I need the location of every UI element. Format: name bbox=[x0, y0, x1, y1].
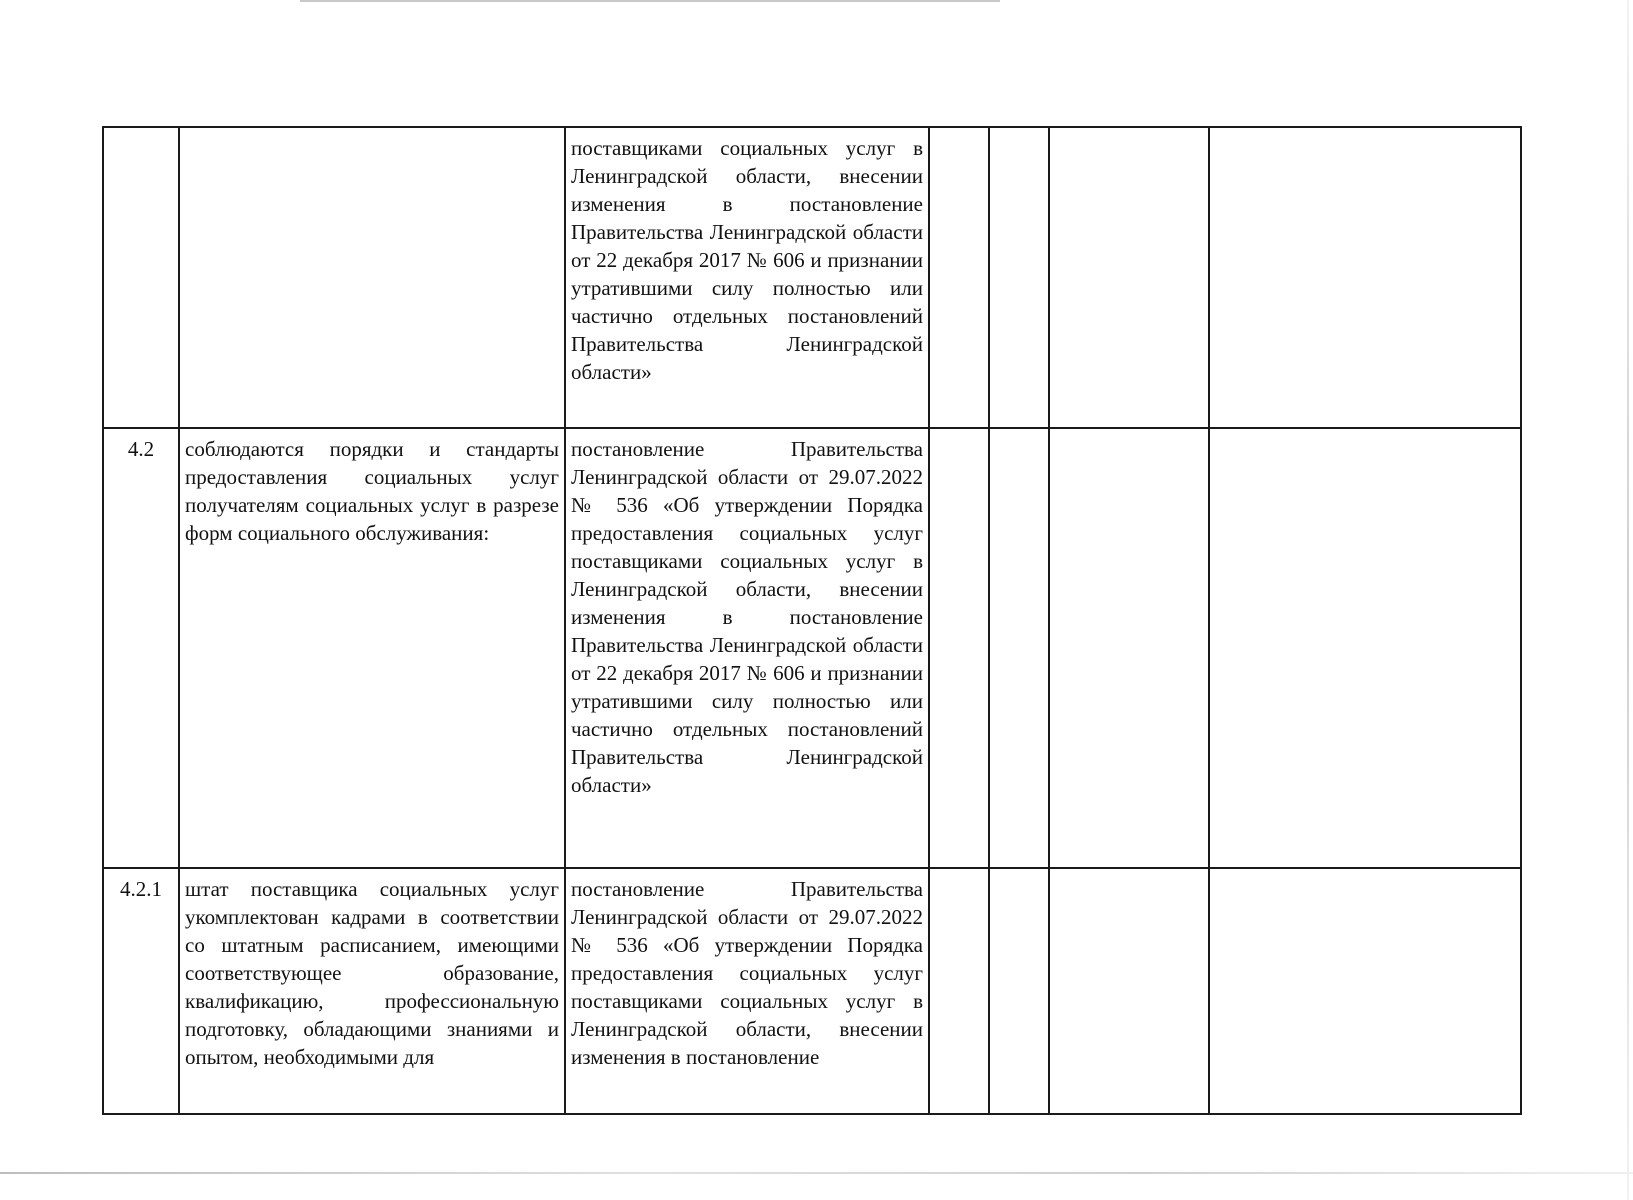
basis-text: поставщиками социальных услуг в Ленинградской области, внесении изменения в постановление Правительства Ленинградской области от 22 декабря 2017 № 606 и признании утратившими силу полностью или частично отдельных постановлений Правительства Ленинградской области» bbox=[571, 136, 923, 384]
empty-cell-6 bbox=[1049, 127, 1209, 428]
requirement-text: штат поставщика социальных услуг укомплектован кадрами в соответствии со штатным расписанием, имеющими соответствующее образование, квалификацию, профессиональную подготовку, обладающими знаниями и опытом, необходимыми для bbox=[185, 877, 559, 1069]
requirement-cell bbox=[179, 127, 565, 428]
empty-cell-7 bbox=[1209, 428, 1521, 868]
scan-edge-top bbox=[300, 0, 1000, 2]
empty-cell-6 bbox=[1049, 428, 1209, 868]
basis-text: постановление Правительства Ленинградской области от 29.07.2022 № 536 «Об утверждении Порядка предоставления социальных услуг поставщиками социальных услуг в Ленинградской области, внесении изменения в постановление Правительства Ленинградской области от 22 декабря 2017 № 606 и признании утратившими силу полностью или частично отдельных постановлений Правительства Ленинградской области» bbox=[571, 437, 923, 797]
scan-edge-bottom bbox=[0, 1172, 1633, 1174]
row-number: 4.2 bbox=[127, 437, 155, 461]
row-number: 4.2.1 bbox=[120, 877, 162, 901]
scan-edge-right bbox=[1627, 0, 1629, 1200]
requirement-cell bbox=[179, 868, 565, 1114]
empty-cell-5 bbox=[989, 127, 1049, 428]
row-number-cell bbox=[103, 127, 179, 428]
requirement-cell bbox=[179, 428, 565, 868]
table-row bbox=[103, 127, 1521, 428]
table-row bbox=[103, 428, 1521, 868]
basis-text: постановление Правительства Ленинградской области от 29.07.2022 № 536 «Об утверждении Порядка предоставления социальных услуг поставщиками социальных услуг в Ленинградской области, внесении изменения в постановление bbox=[571, 877, 923, 1069]
basis-cell bbox=[565, 428, 929, 868]
empty-cell-7 bbox=[1209, 127, 1521, 428]
empty-cell-5 bbox=[989, 428, 1049, 868]
empty-cell-4 bbox=[929, 428, 989, 868]
basis-cell bbox=[565, 868, 929, 1114]
row-number-cell bbox=[103, 868, 179, 1114]
empty-cell-6 bbox=[1049, 868, 1209, 1114]
requirement-text: соблюдаются порядки и стандарты предоставления социальных услуг получателям социальных услуг в разрезе форм социального обслуживания: bbox=[185, 437, 559, 545]
table-row bbox=[103, 868, 1521, 1114]
empty-cell-7 bbox=[1209, 868, 1521, 1114]
row-number-cell bbox=[103, 428, 179, 868]
empty-cell-4 bbox=[929, 127, 989, 428]
basis-cell bbox=[565, 127, 929, 428]
requirements-table bbox=[102, 126, 1522, 1115]
empty-cell-5 bbox=[989, 868, 1049, 1114]
empty-cell-4 bbox=[929, 868, 989, 1114]
